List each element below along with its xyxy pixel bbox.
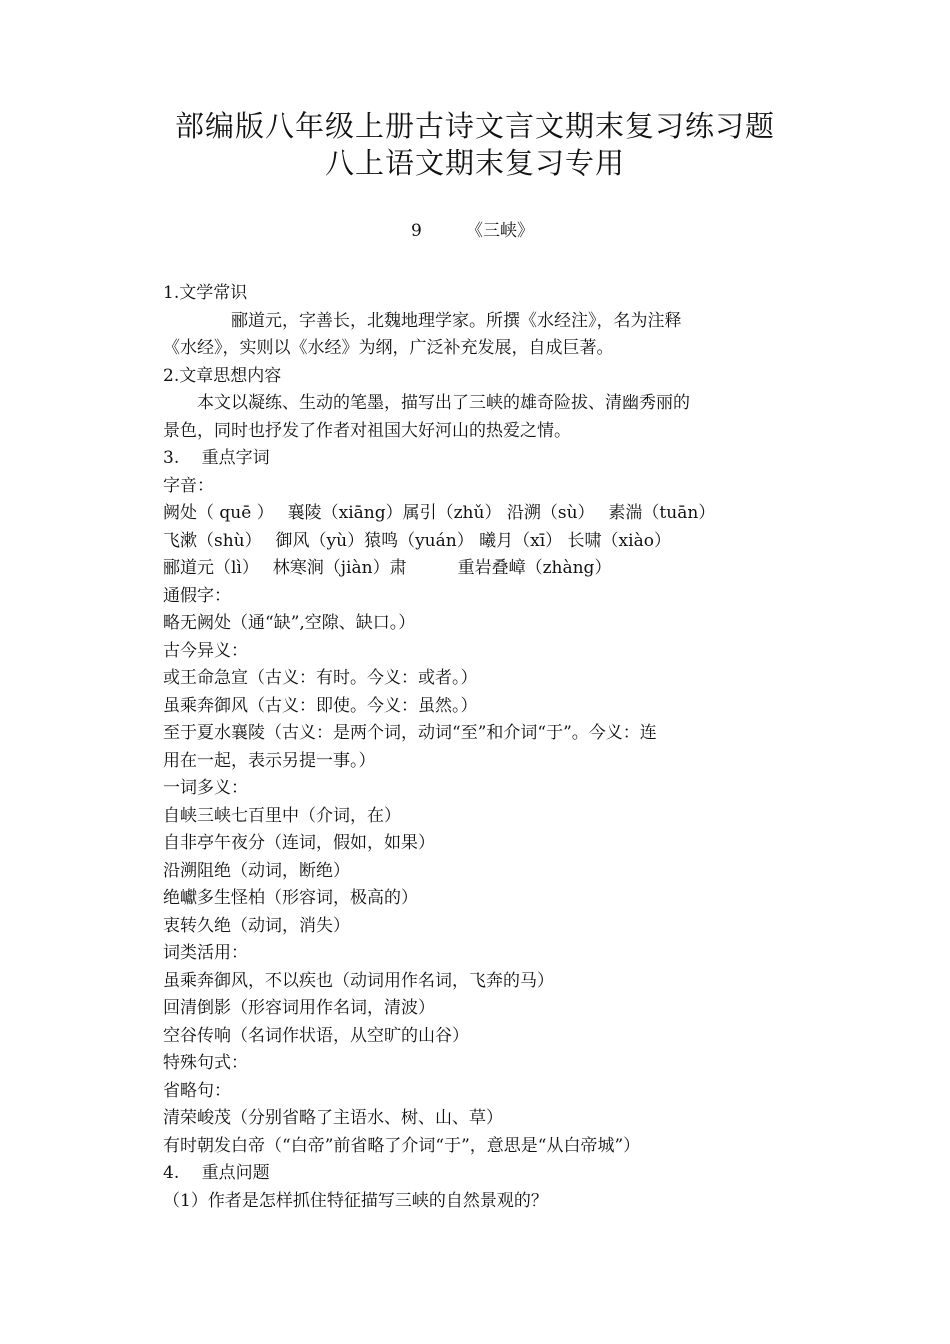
text-line: 2.文章思想内容	[163, 366, 282, 386]
text-line: 自非亭午夜分（连词，假如，如果）	[163, 833, 435, 853]
text-line: 虽乘奔御风，不以疾也（动词用作名词，飞奔的马）	[163, 971, 554, 991]
text-line: 词类活用：	[163, 943, 248, 963]
text-line: 虽乘奔御风（古义：即使。今义：虽然。）	[163, 696, 478, 716]
text-line: 4. 重点问题	[163, 1163, 270, 1183]
text-line: 略无阙处（通“缺”,空隙、缺口。）	[163, 613, 416, 633]
text-line: 3. 重点字词	[163, 448, 270, 468]
text-line: 古今异义：	[163, 641, 248, 661]
text-line: 清荣峻茂（分别省略了主语水、树、山、草）	[163, 1108, 503, 1128]
text-line: 沿溯阻绝（动词，断绝）	[163, 861, 350, 881]
text-line: （1）作者是怎样抓住特征描写三峡的自然景观的？	[163, 1191, 548, 1211]
section-number: 9	[411, 221, 422, 241]
text-line: 有时朝发白帝（“白帝”前省略了介词“于”，意思是“从白帝城”）	[163, 1136, 641, 1156]
text-line: 省略句：	[163, 1081, 231, 1101]
text-line: 回清倒影（形容词用作名词，清波）	[163, 998, 435, 1018]
text-line: 空谷传响（名词作状语，从空旷的山谷）	[163, 1026, 469, 1046]
page-title: 部编版八年级上册古诗文言文期末复习练习题	[174, 109, 775, 143]
text-line: 《水经》，实则以《水经》为纲，广泛补充发展，自成巨著。	[163, 338, 614, 358]
text-line: 通假字：	[163, 586, 231, 606]
text-line: 字音：	[163, 476, 214, 496]
text-line: 本文以凝练、生动的笔墨，描写出了三峡的雄奇险拔、清幽秀丽的	[163, 393, 690, 413]
text-line: 绝巘多生怪柏（形容词，极高的）	[163, 888, 418, 908]
text-line: 郦道元（lì） 林寒涧（jiàn）肃 重岩叠嶂（zhàng）	[163, 558, 612, 578]
text-line: 阙处（ quē ） 襄陵（xiāng）属引（zhǔ） 沿溯（sù） 素湍（tuān）	[163, 503, 716, 523]
text-line: 1.文学常识	[163, 283, 248, 303]
text-line: 郦道元，字善长，北魏地理学家。所撰《水经注》，名为注释	[163, 311, 682, 331]
text-line: 飞漱（shù） 御风（yù）猿鸣（yuán） 曦月（xī） 长啸（xiào）	[163, 531, 671, 551]
text-line: 至于夏水襄陵（古义：是两个词，动词“至”和介词“于”。今义：连	[163, 723, 657, 743]
text-line: 自峡三峡七百里中（介词，在）	[163, 806, 401, 826]
section-name: 《三峡》	[466, 221, 534, 241]
text-line: 特殊句式：	[163, 1053, 248, 1073]
page-subtitle: 八上语文期末复习专用	[324, 146, 625, 180]
text-line: 用在一起，表示另提一事。）	[163, 751, 376, 771]
text-line: 景色，同时也抒发了作者对祖国大好河山的热爱之情。	[163, 421, 571, 441]
text-line: 一词多义：	[163, 778, 248, 798]
text-line: 或王命急宣（古义：有时。今义：或者。）	[163, 668, 478, 688]
text-line: 衷转久绝（动词，消失）	[163, 916, 350, 936]
